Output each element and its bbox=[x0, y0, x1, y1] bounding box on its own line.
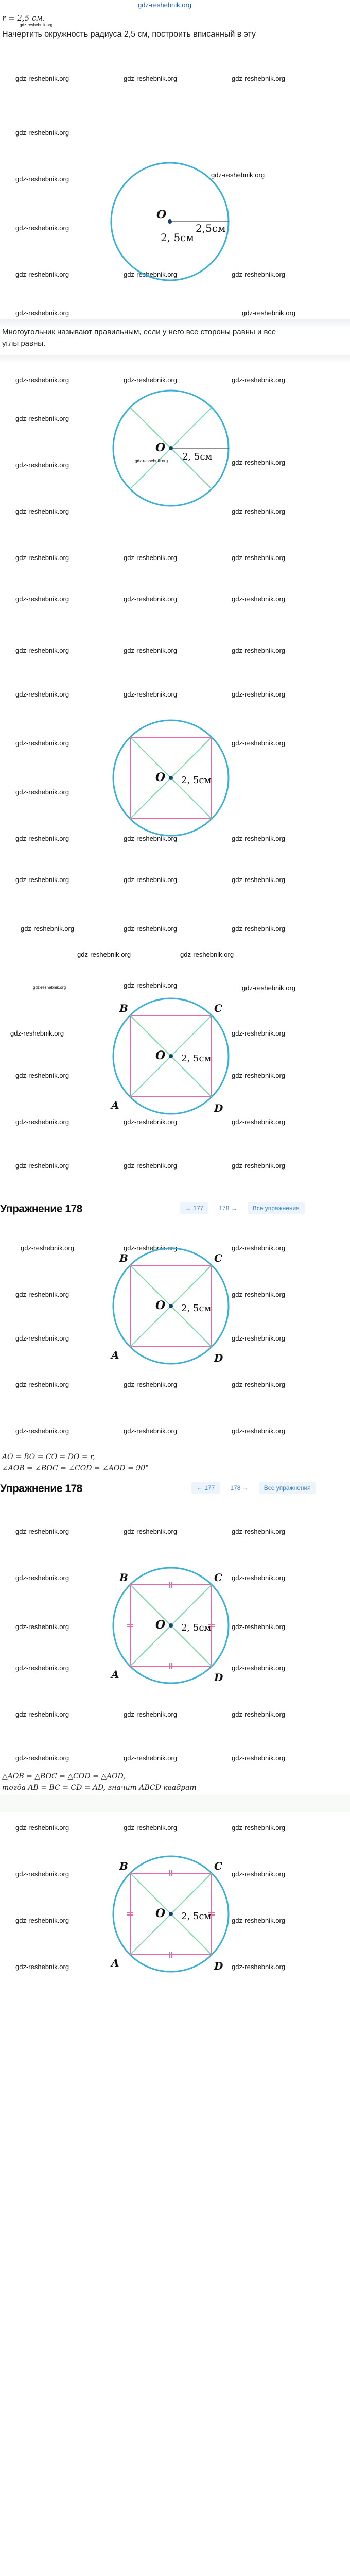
vertex-a-label: A bbox=[111, 1668, 119, 1681]
watermark: gdz-reshebnik.org bbox=[15, 554, 69, 562]
watermark: gdz-reshebnik.org bbox=[15, 224, 69, 232]
watermark: gdz-reshebnik.org bbox=[15, 1291, 69, 1298]
center-point bbox=[169, 446, 173, 450]
watermark: gdz-reshebnik.org bbox=[15, 1870, 69, 1878]
vertex-c-label: C bbox=[214, 1860, 222, 1872]
watermark: gdz-reshebnik.org bbox=[232, 1710, 286, 1718]
watermark: gdz-reshebnik.org bbox=[15, 1334, 69, 1342]
watermark: gdz-reshebnik.org bbox=[15, 835, 69, 842]
radius-label: 2,5см bbox=[196, 222, 226, 234]
exercise-title: Упражнение 178 bbox=[0, 1483, 82, 1495]
watermark: gdz-reshebnik.org bbox=[124, 1427, 178, 1435]
center-point bbox=[168, 219, 172, 224]
vertex-b-label: B bbox=[119, 1860, 128, 1872]
watermark: gdz-reshebnik.org bbox=[124, 1824, 178, 1832]
watermark: gdz-reshebnik.org bbox=[232, 647, 286, 654]
watermark: gdz-reshebnik.org bbox=[15, 1623, 69, 1631]
watermark: gdz-reshebnik.org bbox=[15, 1824, 69, 1832]
exercise-nav-bar bbox=[0, 1478, 350, 1498]
watermark: gdz-reshebnik.org bbox=[124, 1710, 178, 1718]
exercise-pagination bbox=[191, 1481, 316, 1495]
watermark: gdz-reshebnik.org bbox=[21, 1244, 75, 1252]
watermark: gdz-reshebnik.org bbox=[15, 376, 69, 384]
watermark: gdz-reshebnik.org bbox=[15, 1963, 69, 1971]
watermark: gdz-reshebnik.org bbox=[15, 595, 69, 603]
watermark: gdz-reshebnik.org bbox=[124, 270, 178, 278]
watermark: gdz-reshebnik.org bbox=[124, 1244, 178, 1252]
vertex-b-label: B bbox=[119, 1252, 128, 1264]
watermark: gdz-reshebnik.org bbox=[15, 788, 69, 796]
watermark: gdz-reshebnik.org bbox=[232, 459, 286, 466]
watermark: gdz-reshebnik.org bbox=[15, 129, 69, 137]
inscribed-square-figure-1 bbox=[104, 711, 238, 845]
watermark: gdz-reshebnik.org bbox=[232, 1824, 286, 1832]
radius-label: 2, 5см bbox=[181, 1911, 212, 1922]
section-divider bbox=[0, 1795, 350, 1812]
radius-label: 2, 5см bbox=[182, 451, 213, 462]
radius-label-alt: 2, 5см bbox=[161, 231, 194, 244]
center-point bbox=[169, 1054, 173, 1058]
watermark: gdz-reshebnik.org bbox=[15, 270, 69, 278]
circle-diagonals-figure bbox=[104, 381, 238, 515]
watermark: gdz-reshebnik.org bbox=[15, 1528, 69, 1535]
watermark: gdz-reshebnik.org bbox=[15, 461, 69, 469]
inscribed-square-ticks-figure-2 bbox=[104, 1847, 238, 1981]
watermark: gdz-reshebnik.org bbox=[232, 595, 286, 603]
watermark: gdz-reshebnik.org bbox=[124, 376, 178, 384]
watermark: gdz-reshebnik.org bbox=[232, 1029, 286, 1037]
center-label: O bbox=[155, 1049, 166, 1062]
watermark: gdz-reshebnik.org bbox=[15, 1162, 69, 1170]
vertex-c-label: C bbox=[214, 1002, 222, 1014]
center-point bbox=[169, 1623, 173, 1628]
center-label: O bbox=[155, 771, 166, 784]
watermark: gdz-reshebnik.org bbox=[124, 554, 178, 562]
vertex-a-label: A bbox=[111, 1349, 119, 1361]
watermark: gdz-reshebnik.org bbox=[10, 1029, 64, 1037]
watermark: gdz-reshebnik.org bbox=[15, 1427, 69, 1435]
vertex-d-label: D bbox=[214, 1102, 223, 1114]
watermark: gdz-reshebnik.org bbox=[15, 1118, 69, 1126]
watermark: gdz-reshebnik.org bbox=[232, 270, 286, 278]
watermark: gdz-reshebnik.org bbox=[232, 507, 286, 515]
watermark: gdz-reshebnik.org bbox=[211, 171, 265, 179]
equal-angles-equation: ∠AOB = ∠BOC = ∠COD = ∠AOD = 90° bbox=[2, 1464, 149, 1472]
watermark: gdz-reshebnik.org bbox=[232, 1381, 286, 1388]
center-point bbox=[169, 776, 173, 780]
section-divider bbox=[0, 355, 350, 363]
watermark: gdz-reshebnik.org bbox=[232, 835, 286, 842]
watermark: gdz-reshebnik.org bbox=[15, 1381, 69, 1388]
watermark: gdz-reshebnik.org bbox=[124, 1381, 178, 1388]
watermark: gdz-reshebnik.org bbox=[15, 1754, 69, 1762]
watermark: gdz-reshebnik.org bbox=[232, 554, 286, 562]
congruent-triangles-equation: △AOB = △BOC = △COD = △AOD, bbox=[2, 1772, 126, 1781]
watermark: gdz-reshebnik.org bbox=[15, 647, 69, 654]
equal-radii-equation: AO = BO = CO = DO = r, bbox=[2, 1453, 95, 1461]
inscribed-square-figure-2 bbox=[104, 989, 238, 1123]
radius-label: 2, 5см bbox=[181, 1303, 212, 1314]
watermark: gdz-reshebnik.org bbox=[15, 75, 69, 82]
watermark: gdz-reshebnik.org bbox=[232, 1917, 286, 1924]
task-instruction: Начертить окружность радиуса 2,5 см, построить вписанный в эту bbox=[2, 30, 256, 39]
watermark: gdz-reshebnik.org bbox=[232, 876, 286, 884]
watermark: gdz-reshebnik.org bbox=[15, 1917, 69, 1924]
inscribed-square-ticks-figure-1 bbox=[104, 1558, 238, 1692]
vertex-d-label: D bbox=[214, 1671, 223, 1684]
watermark: gdz-reshebnik.org bbox=[232, 925, 286, 933]
watermark: gdz-reshebnik.org bbox=[135, 459, 168, 463]
vertex-d-label: D bbox=[214, 1352, 223, 1364]
watermark: gdz-reshebnik.org bbox=[15, 1072, 69, 1079]
site-header-link[interactable]: gdz-reshebnik.org bbox=[138, 1, 192, 9]
current-exercise-button[interactable]: 178 → bbox=[225, 1482, 253, 1494]
watermark: gdz-reshebnik.org bbox=[15, 690, 69, 698]
watermark: gdz-reshebnik.org bbox=[124, 835, 178, 842]
watermark: gdz-reshebnik.org bbox=[232, 1162, 286, 1170]
watermark: gdz-reshebnik.org bbox=[124, 1754, 178, 1762]
center-label: O bbox=[156, 208, 167, 222]
radius-label: 2, 5см bbox=[181, 1053, 212, 1064]
all-exercises-button[interactable]: Все упражнения bbox=[248, 1202, 305, 1214]
watermark: gdz-reshebnik.org bbox=[124, 690, 178, 698]
watermark: gdz-reshebnik.org bbox=[124, 1162, 178, 1170]
watermark: gdz-reshebnik.org bbox=[15, 175, 69, 183]
watermark: gdz-reshebnik.org bbox=[15, 1664, 69, 1672]
center-label: O bbox=[155, 1299, 166, 1312]
watermark: gdz-reshebnik.org bbox=[15, 415, 69, 422]
inscribed-square-figure-3 bbox=[104, 1239, 238, 1373]
definition-line-2: углы равны. bbox=[2, 339, 46, 348]
definition-line-1: Многоугольник называют правильным, если у него все стороны равны и все bbox=[2, 328, 276, 336]
all-exercises-button[interactable]: Все упражнения bbox=[259, 1482, 316, 1494]
watermark: gdz-reshebnik.org bbox=[232, 1334, 286, 1342]
watermark: gdz-reshebnik.org bbox=[15, 507, 69, 515]
center-point bbox=[169, 1912, 173, 1916]
watermark: gdz-reshebnik.org bbox=[232, 1574, 286, 1582]
watermark: gdz-reshebnik.org bbox=[124, 647, 178, 654]
radius-label: 2, 5см bbox=[181, 1622, 212, 1633]
exercise-nav-bar bbox=[0, 1198, 350, 1218]
watermark: gdz-reshebnik.org bbox=[232, 75, 286, 82]
watermark: gdz-reshebnik.org bbox=[232, 1427, 286, 1435]
watermark: gdz-reshebnik.org bbox=[232, 1072, 286, 1079]
watermark: gdz-reshebnik.org bbox=[124, 1118, 178, 1126]
exercise-pagination bbox=[180, 1201, 305, 1215]
prev-exercise-button[interactable]: ← 177 bbox=[191, 1482, 220, 1494]
prev-exercise-button[interactable]: ← 177 bbox=[180, 1202, 208, 1214]
watermark: gdz-reshebnik.org bbox=[232, 1118, 286, 1126]
watermark: gdz-reshebnik.org bbox=[242, 309, 296, 317]
center-label: O bbox=[155, 441, 166, 454]
watermark: gdz-reshebnik.org bbox=[180, 951, 234, 958]
watermark: gdz-reshebnik.org bbox=[20, 23, 53, 27]
vertex-a-label: A bbox=[111, 1099, 119, 1111]
watermark: gdz-reshebnik.org bbox=[232, 1664, 286, 1672]
watermark: gdz-reshebnik.org bbox=[15, 309, 69, 317]
watermark: gdz-reshebnik.org bbox=[232, 376, 286, 384]
watermark: gdz-reshebnik.org bbox=[232, 1754, 286, 1762]
given-radius: r = 2,5 см. bbox=[2, 13, 45, 23]
watermark: gdz-reshebnik.org bbox=[232, 1528, 286, 1535]
watermark: gdz-reshebnik.org bbox=[124, 75, 178, 82]
watermark: gdz-reshebnik.org bbox=[33, 985, 66, 990]
watermark: gdz-reshebnik.org bbox=[15, 1574, 69, 1582]
watermark: gdz-reshebnik.org bbox=[232, 1963, 286, 1971]
watermark: gdz-reshebnik.org bbox=[232, 1870, 286, 1878]
vertex-c-label: C bbox=[214, 1252, 222, 1264]
vertex-d-label: D bbox=[214, 1960, 223, 1972]
watermark: gdz-reshebnik.org bbox=[124, 1528, 178, 1535]
watermark: gdz-reshebnik.org bbox=[232, 690, 286, 698]
center-label: O bbox=[155, 1907, 166, 1920]
watermark: gdz-reshebnik.org bbox=[77, 951, 131, 958]
watermark: gdz-reshebnik.org bbox=[124, 876, 178, 884]
watermark: gdz-reshebnik.org bbox=[232, 1244, 286, 1252]
exercise-title: Упражнение 178 bbox=[0, 1203, 82, 1215]
watermark: gdz-reshebnik.org bbox=[15, 739, 69, 747]
radius-label: 2, 5см bbox=[181, 775, 212, 786]
center-point bbox=[169, 1304, 173, 1308]
watermark: gdz-reshebnik.org bbox=[124, 595, 178, 603]
watermark: gdz-reshebnik.org bbox=[124, 981, 178, 989]
watermark: gdz-reshebnik.org bbox=[15, 876, 69, 884]
center-label: O bbox=[155, 1618, 166, 1632]
vertex-b-label: B bbox=[119, 1002, 128, 1014]
watermark: gdz-reshebnik.org bbox=[15, 1710, 69, 1718]
current-exercise-button[interactable]: 178 → bbox=[214, 1202, 242, 1214]
watermark: gdz-reshebnik.org bbox=[232, 739, 286, 747]
equal-sides-equation: тогда AB = BC = CD = AD, значит ABCD квадрат bbox=[2, 1784, 197, 1792]
watermark: gdz-reshebnik.org bbox=[124, 925, 178, 933]
watermark: gdz-reshebnik.org bbox=[242, 984, 296, 992]
watermark: gdz-reshebnik.org bbox=[232, 1291, 286, 1298]
vertex-b-label: B bbox=[119, 1571, 128, 1584]
vertex-a-label: A bbox=[111, 1957, 119, 1969]
watermark: gdz-reshebnik.org bbox=[232, 1623, 286, 1631]
vertex-c-label: C bbox=[214, 1571, 222, 1584]
watermark: gdz-reshebnik.org bbox=[21, 925, 75, 933]
